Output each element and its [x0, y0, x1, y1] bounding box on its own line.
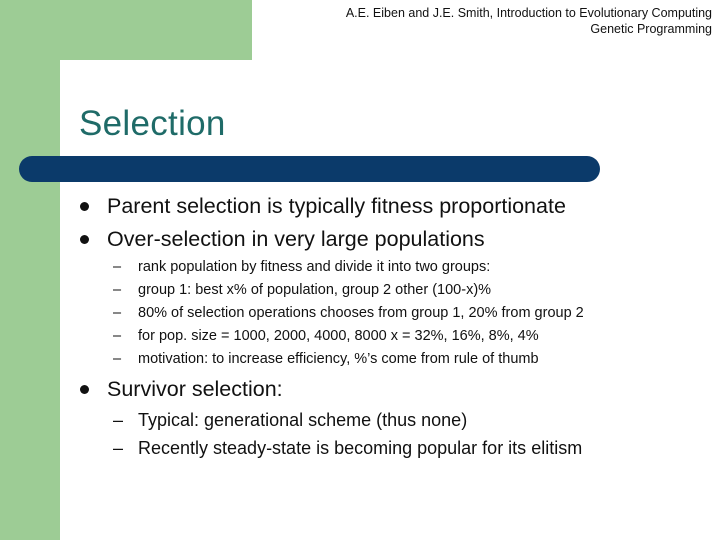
bullet-text: Survivor selection:: [107, 376, 283, 401]
dash-marker-icon: –: [113, 305, 122, 321]
bullet-text: Parent selection is typically fitness proportionate: [107, 193, 566, 218]
sub-bullet-text: motivation: to increase efficiency, %’s come from rule of thumb: [138, 351, 539, 367]
sub-bullet-text: group 1: best x% of population, group 2 other (100-x)%: [138, 282, 492, 298]
dash-marker-icon: –: [113, 351, 122, 367]
sub-bullet-text: Recently steady-state is becoming popular for its elitism: [138, 437, 583, 458]
header-book-title: A.E. Eiben and J.E. Smith, Introduction to Evolutionary Computing: [345, 6, 712, 20]
dash-marker-icon: –: [113, 282, 122, 298]
slide-title: Selection: [79, 104, 226, 143]
sub-bullet-text: Typical: generational scheme (thus none): [138, 409, 468, 430]
header-chapter-title: Genetic Programming: [590, 22, 712, 36]
bullet-dot-icon: [80, 235, 89, 244]
bullet-dot-icon: [80, 385, 89, 394]
bullet-dot-icon: [80, 202, 89, 211]
dash-marker-icon: –: [113, 437, 124, 458]
dash-marker-icon: –: [113, 259, 122, 275]
dash-marker-icon: –: [113, 409, 124, 430]
sub-bullet-text: for pop. size = 1000, 2000, 4000, 8000 x = 32%, 16%, 8%, 4%: [138, 328, 539, 344]
sub-bullet-text: rank population by fitness and divide it into two groups:: [138, 259, 491, 275]
dash-marker-icon: –: [113, 328, 122, 344]
sub-bullet-text: 80% of selection operations chooses from group 1, 20% from group 2: [138, 305, 584, 321]
bullet-text: Over-selection in very large populations: [107, 226, 485, 251]
